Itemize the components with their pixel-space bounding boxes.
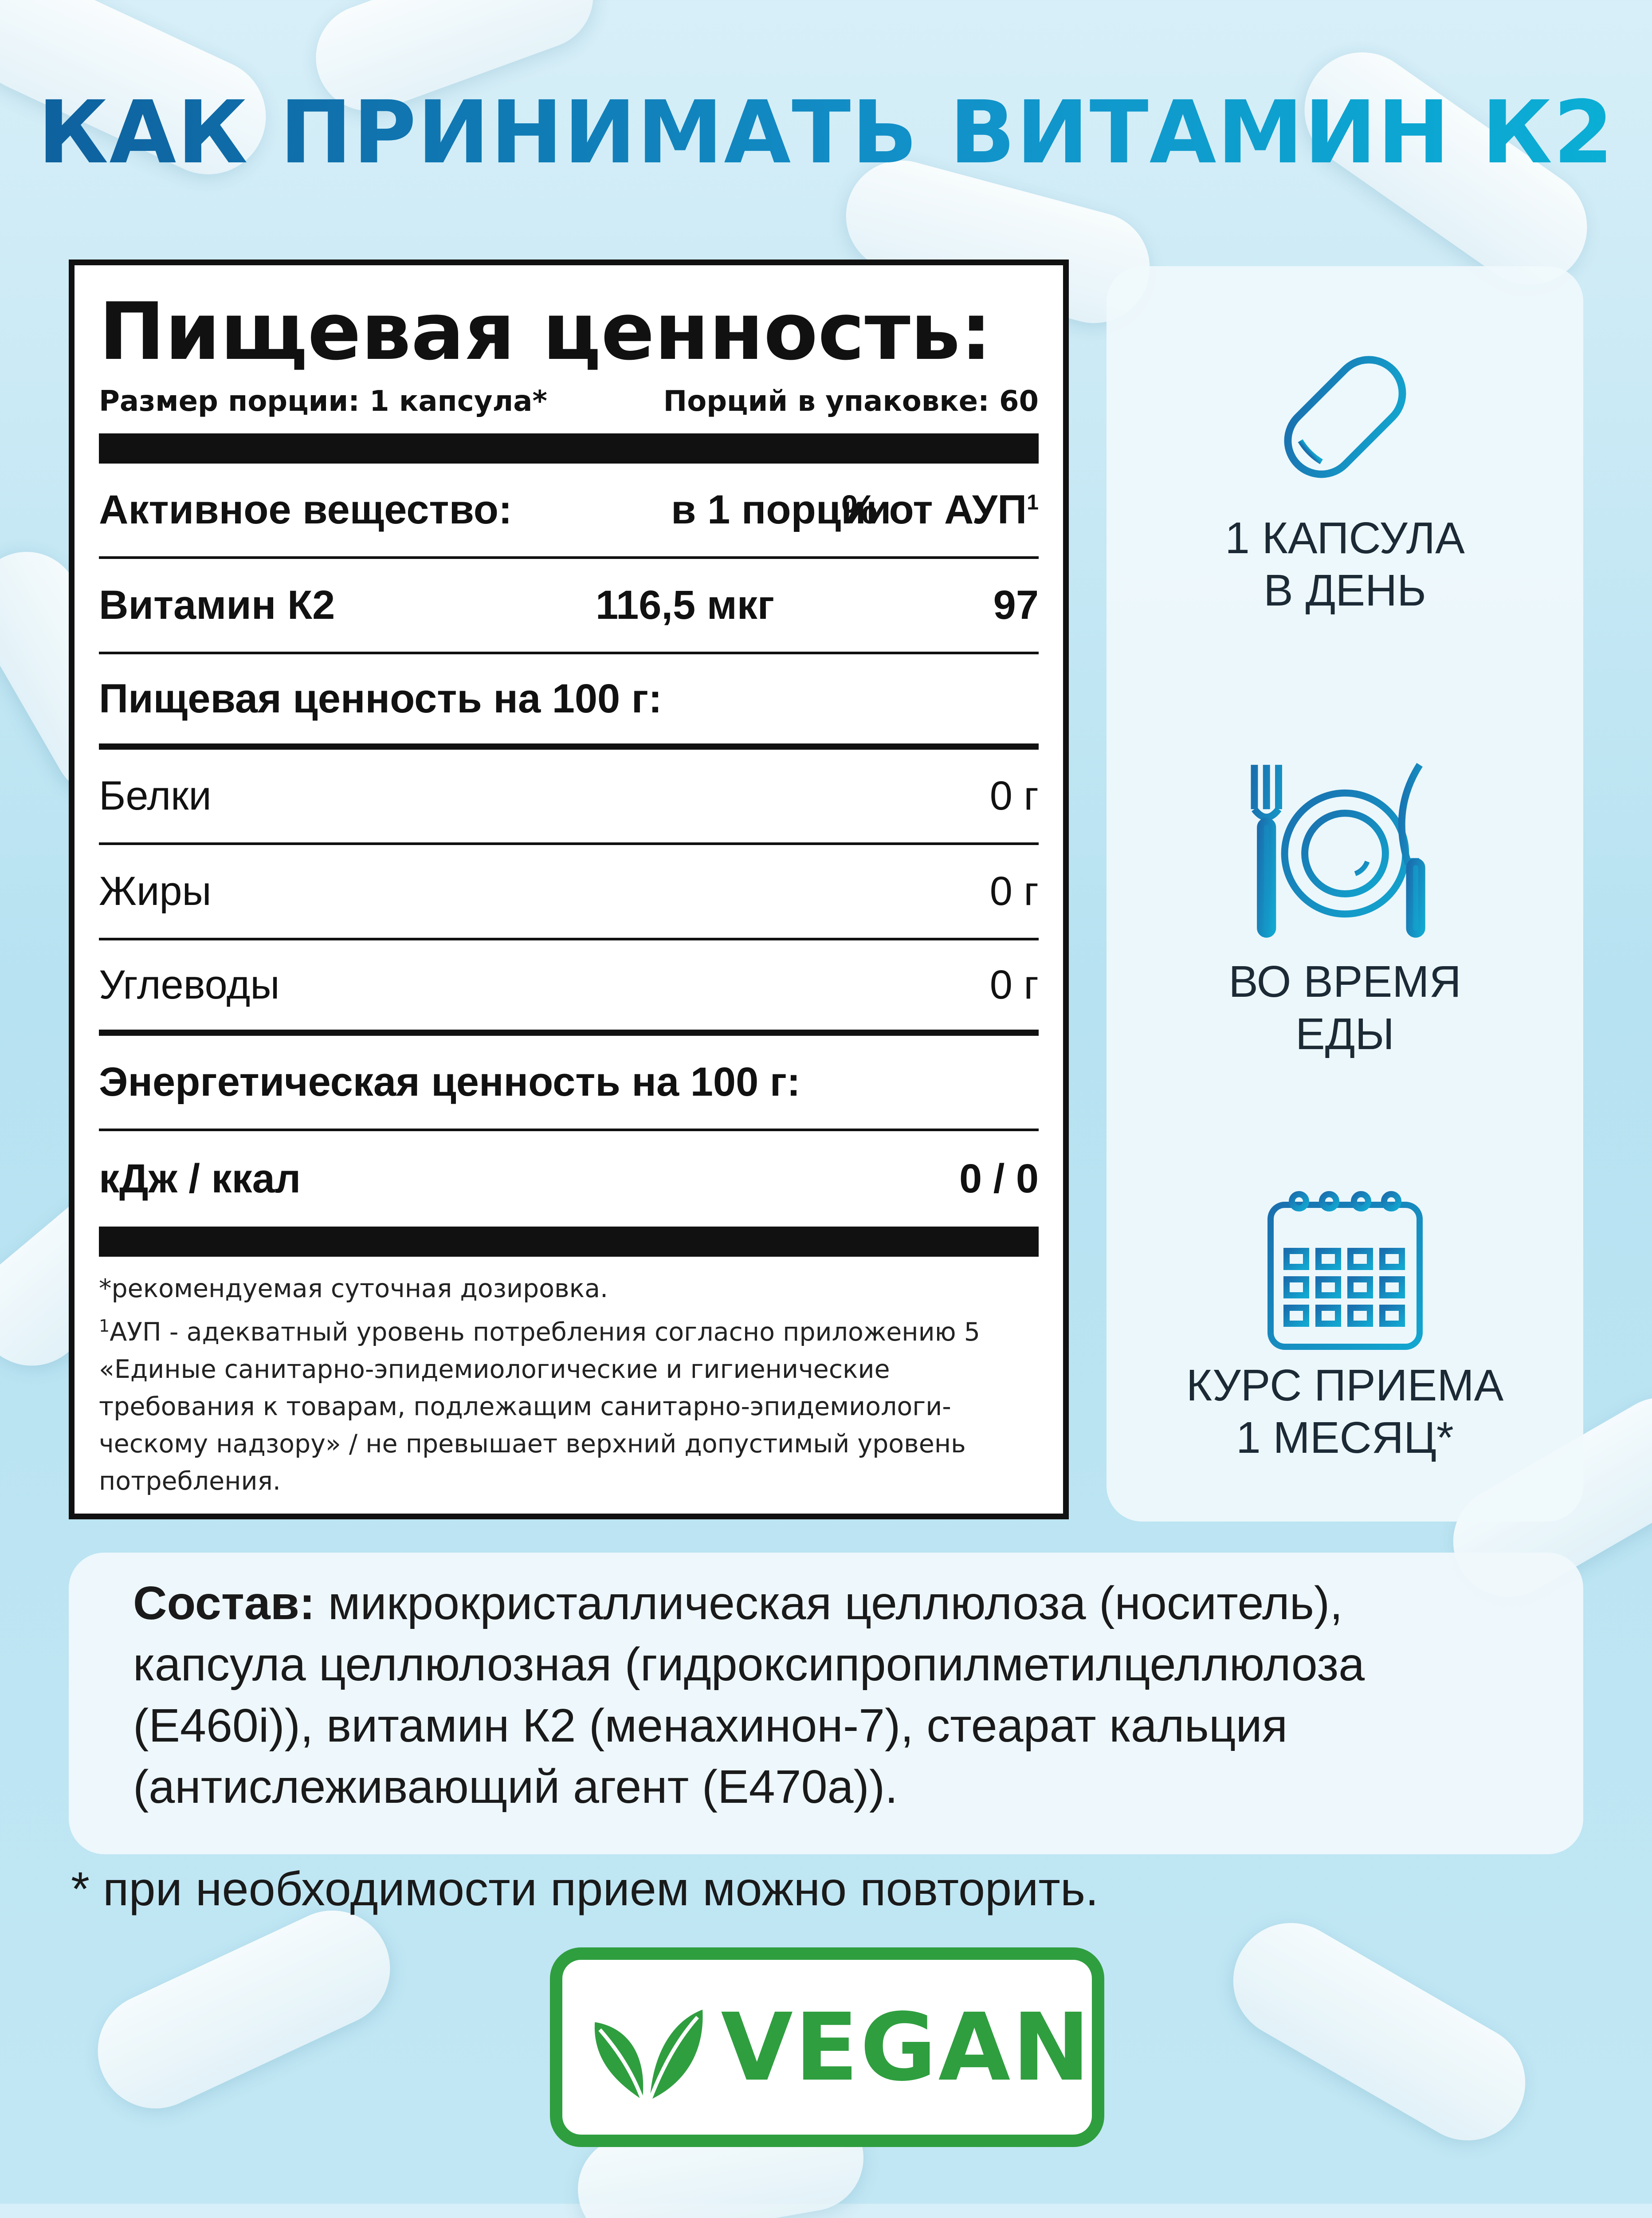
dosage-sidebar [1107,266,1583,1522]
nutrient-value: 0 г [989,962,1039,1007]
servings-per-pack: Порций в упаковке: 60 [663,385,1039,418]
nutrient-value: 0 г [989,869,1039,914]
leaves-icon [582,1974,707,2120]
header-per-serving: в 1 порции [671,487,891,532]
thick-divider [99,433,1039,464]
meal-label-2: ЕДЫ [1295,1009,1394,1059]
composition-label: Состав: [133,1577,315,1629]
nutrition-facts-panel [69,260,1069,1519]
course-label-1: КУРС ПРИЕМА [1186,1361,1504,1410]
composition-text: микрокристаллическая целлюлоза (носитель), капсула целлюлозная (гидроксипропилметилцеллюлоза (Е460i)), витамин К2 (менахинон-7), стеарат кальция (антислеживающий агент (Е470а)). [133,1577,1365,1813]
background-capsule [1212,1902,1546,2161]
meal-label-1: ВО ВРЕМЯ [1228,957,1461,1007]
table-row [99,750,1039,845]
capsule-label-1: 1 КАПСУЛА [1225,513,1465,563]
course-label-2: 1 МЕСЯЦ* [1236,1413,1454,1463]
meal-info [1107,745,1583,1060]
page-title: КАК ПРИНИМАТЬ ВИТАМИН К2 [0,82,1652,183]
energy-heading-row [99,1036,1039,1131]
active-amount: 116,5 мкг [596,582,775,628]
energy-name: кДж / ккал [99,1156,301,1201]
serving-info [99,385,1039,418]
active-name: Витамин К2 [99,582,335,628]
capsule-info [1107,324,1583,617]
composition-box [69,1553,1583,1854]
footnote-dosage: *рекомендуемая суточная дозировка. [99,1274,608,1303]
per100-heading-row [99,654,1039,750]
table-row [99,1131,1039,1227]
calendar-icon [1256,1180,1434,1357]
energy-value: 0 / 0 [959,1156,1039,1201]
active-percent: 97 [993,582,1039,628]
per100-heading: Пищевая ценность на 100 г: [99,676,662,721]
footnotes [99,1270,1039,1500]
repeat-note: * при необходимости прием можно повторить. [71,1862,1099,1915]
table-header-row [99,464,1039,559]
serving-size: Размер порции: 1 капсула* [99,385,547,418]
nutrient-name: Белки [99,773,212,818]
nutrient-name: Жиры [99,869,212,914]
nutrient-name: Углеводы [99,962,280,1007]
table-row [99,559,1039,654]
table-row [99,940,1039,1036]
energy-heading: Энергетическая ценность на 100 г: [99,1059,800,1105]
nutrition-heading: Пищевая ценность: [99,286,992,378]
footnote-aup: $^1$АУП - адекватный уровень потребления согласно приложению 5 «Единые санитарно-эпидемиологические и гигиенические требования к товарам, подлежащим санитарно-эпидемиологи-ческому надзору» / не превышает верхний допустимый уровень потребления. [99,1316,980,1496]
vegan-badge [550,1947,1104,2147]
background-capsule [79,1892,409,2127]
vegan-text: VEGAN [721,1993,1092,2102]
nutrient-value: 0 г [989,773,1039,818]
header-substance: Активное вещество: [99,487,512,532]
course-info [1107,1180,1583,1464]
thick-divider [99,1227,1039,1257]
plate-cutlery-icon [1234,745,1456,954]
capsule-icon [1252,324,1438,510]
header-percent: % от АУП$^1$ [841,487,1039,532]
capsule-label-2: В ДЕНЬ [1264,566,1426,615]
table-row [99,845,1039,940]
